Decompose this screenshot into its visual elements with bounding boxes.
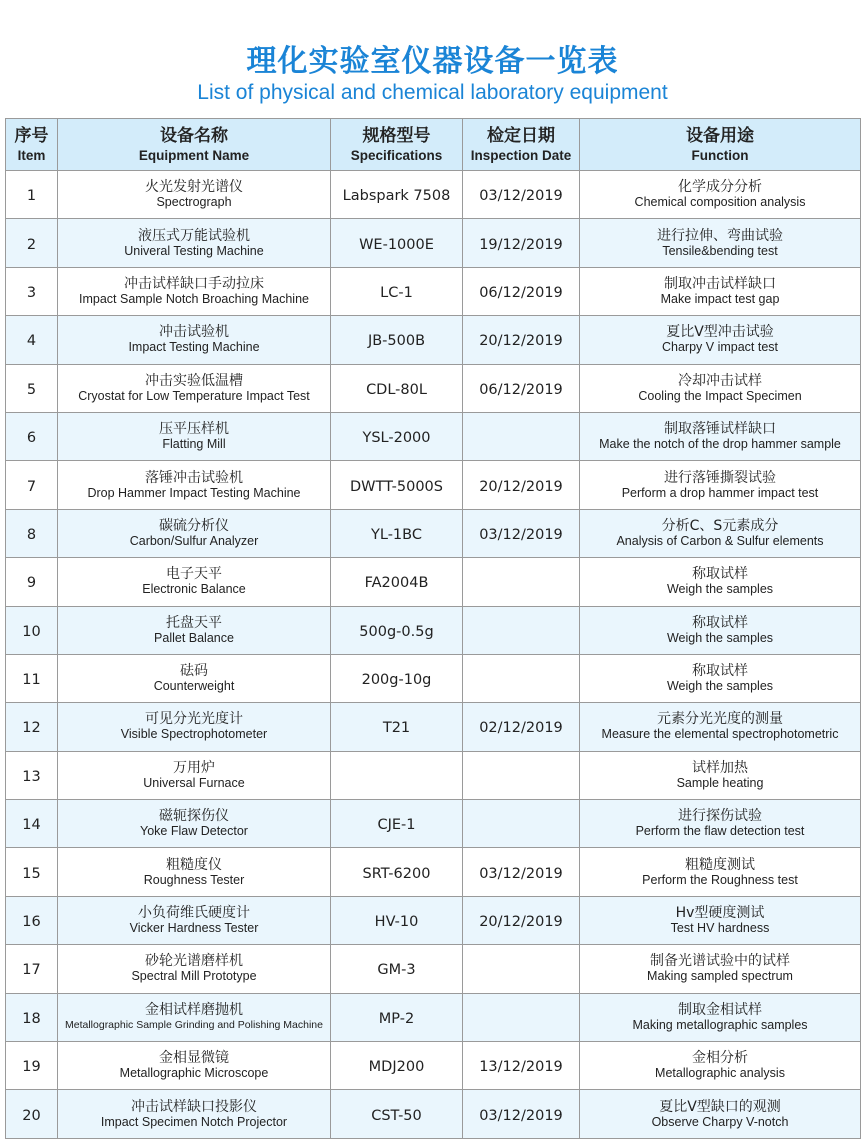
function-cn: 冷却冲击试样	[678, 372, 762, 389]
cell-item: 20	[6, 1090, 58, 1138]
function-cn: 粗糙度测试	[685, 856, 755, 873]
function-cn: 制取冲击试样缺口	[664, 275, 776, 292]
equipment-name-cn: 万用炉	[173, 759, 215, 776]
function-en: Test HV hardness	[670, 921, 770, 936]
cell-spec: FA2004B	[331, 558, 463, 606]
function-cn: 进行落锤撕裂试验	[664, 469, 776, 486]
equipment-name-en: Metallographic Microscope	[119, 1066, 269, 1081]
function-en: Sample heating	[676, 775, 764, 790]
cell-date	[463, 993, 580, 1041]
table-row	[6, 412, 861, 460]
function-en: Analysis of Carbon & Sulfur elements	[616, 533, 824, 548]
cell-item: 2	[6, 219, 58, 267]
equipment-name-cn: 小负荷维氏硬度计	[138, 905, 250, 922]
equipment-name-cn: 冲击试样缺口手动拉床	[124, 275, 264, 292]
cell-spec: WE-1000E	[331, 219, 463, 267]
equipment-name-en: Impact Sample Notch Broaching Machine	[79, 291, 309, 306]
equipment-name-en: Carbon/Sulfur Analyzer	[129, 533, 259, 548]
cell-item: 9	[6, 558, 58, 606]
table-row	[6, 1090, 861, 1138]
cell-name	[58, 993, 331, 1041]
cell-spec: CDL-80L	[331, 364, 463, 412]
table-row	[6, 606, 861, 654]
table-row	[6, 461, 861, 509]
function-en: Observe Charpy V-notch	[651, 1114, 789, 1129]
cell-function	[580, 412, 861, 460]
equipment-name-cn: 冲击试验机	[159, 324, 229, 341]
cell-name	[58, 945, 331, 993]
equipment-name-cn: 冲击实验低温槽	[145, 372, 243, 389]
equipment-name-cn: 电子天平	[166, 566, 222, 583]
function-cn: 进行探伤试验	[678, 808, 762, 825]
cell-date	[463, 945, 580, 993]
cell-date: 03/12/2019	[463, 171, 580, 219]
cell-item: 15	[6, 848, 58, 896]
cell-item: 17	[6, 945, 58, 993]
function-cn: Hv型硬度测试	[675, 905, 765, 922]
cell-spec: HV-10	[331, 896, 463, 944]
cell-date: 02/12/2019	[463, 703, 580, 751]
cell-function	[580, 558, 861, 606]
function-cn: 夏比V型冲击试验	[666, 324, 774, 341]
cell-function	[580, 945, 861, 993]
cell-item: 18	[6, 993, 58, 1041]
equipment-name-cn: 冲击试样缺口投影仪	[131, 1098, 257, 1115]
cell-function	[580, 993, 861, 1041]
cell-name	[58, 703, 331, 751]
cell-item: 1	[6, 171, 58, 219]
cell-date: 13/12/2019	[463, 1042, 580, 1090]
cell-name	[58, 267, 331, 315]
function-en: Perform the Roughness test	[642, 872, 798, 887]
equipment-name-cn: 碳硫分析仪	[159, 517, 229, 534]
equipment-name-cn: 液压式万能试验机	[138, 227, 250, 244]
function-en: Making sampled spectrum	[647, 969, 793, 984]
cell-function	[580, 219, 861, 267]
function-en: Make impact test gap	[660, 291, 780, 306]
cell-function	[580, 171, 861, 219]
cell-spec: T21	[331, 703, 463, 751]
equipment-name-cn: 落锤冲击试验机	[145, 469, 243, 486]
equipment-name-cn: 金相试样磨抛机	[145, 1001, 243, 1018]
table-row	[6, 848, 861, 896]
cell-name	[58, 558, 331, 606]
function-cn: 制备光谱试验中的试样	[650, 953, 790, 970]
equipment-name-en: Pallet Balance	[154, 630, 234, 645]
cell-function	[580, 800, 861, 848]
cell-item: 6	[6, 412, 58, 460]
column-header-name: 设备名称 Equipment Name	[58, 119, 331, 171]
table-row	[6, 703, 861, 751]
cell-date	[463, 606, 580, 654]
equipment-name-cn: 托盘天平	[166, 614, 222, 631]
function-cn: 元素分光光度的测量	[657, 711, 783, 728]
function-cn: 称取试样	[692, 614, 748, 631]
equipment-table	[5, 118, 861, 1139]
table-row	[6, 267, 861, 315]
cell-function	[580, 703, 861, 751]
cell-name	[58, 509, 331, 557]
cell-function	[580, 848, 861, 896]
cell-date: 03/12/2019	[463, 848, 580, 896]
function-en: Making metallographic samples	[632, 1017, 808, 1032]
equipment-name-en: Counterweight	[153, 679, 235, 694]
cell-spec: JB-500B	[331, 316, 463, 364]
cell-item: 8	[6, 509, 58, 557]
column-header-date: 检定日期 Inspection Date	[463, 119, 580, 171]
equipment-name-cn: 金相显微镜	[159, 1050, 229, 1067]
cell-name	[58, 364, 331, 412]
cell-function	[580, 364, 861, 412]
cell-spec: LC-1	[331, 267, 463, 315]
equipment-name-cn: 砝码	[180, 663, 208, 680]
page-header	[0, 0, 865, 116]
cell-spec: GM-3	[331, 945, 463, 993]
cell-function	[580, 751, 861, 799]
cell-item: 16	[6, 896, 58, 944]
function-cn: 化学成分分析	[678, 179, 762, 196]
table-header-row	[6, 119, 861, 171]
function-en: Charpy V impact test	[661, 340, 778, 355]
cell-name	[58, 412, 331, 460]
cell-function	[580, 267, 861, 315]
cell-date: 20/12/2019	[463, 461, 580, 509]
cell-function	[580, 461, 861, 509]
table-row	[6, 509, 861, 557]
cell-date	[463, 412, 580, 460]
column-header-item: 序号 Item	[6, 119, 58, 171]
cell-date: 20/12/2019	[463, 896, 580, 944]
column-header-function: 设备用途 Function	[580, 119, 861, 171]
equipment-name-en: Spectrograph	[156, 195, 232, 210]
table-row	[6, 171, 861, 219]
cell-date: 19/12/2019	[463, 219, 580, 267]
cell-item: 4	[6, 316, 58, 364]
table-row	[6, 558, 861, 606]
cell-date: 03/12/2019	[463, 509, 580, 557]
cell-spec	[331, 751, 463, 799]
function-en: Measure the elemental spectrophotometric	[601, 727, 839, 742]
column-header-spec: 规格型号 Specifications	[331, 119, 463, 171]
equipment-name-en: Impact Specimen Notch Projector	[100, 1114, 288, 1129]
cell-spec: YL-1BC	[331, 509, 463, 557]
function-en: Make the notch of the drop hammer sample	[599, 437, 841, 452]
equipment-name-en: Vicker Hardness Tester	[129, 921, 259, 936]
table-row	[6, 800, 861, 848]
cell-name	[58, 800, 331, 848]
cell-item: 13	[6, 751, 58, 799]
cell-name	[58, 1042, 331, 1090]
function-en: Weigh the samples	[666, 582, 774, 597]
cell-name	[58, 654, 331, 702]
function-en: Weigh the samples	[666, 679, 774, 694]
cell-function	[580, 1042, 861, 1090]
cell-spec: SRT-6200	[331, 848, 463, 896]
equipment-name-en: Yoke Flaw Detector	[140, 824, 248, 839]
equipment-name-en: Roughness Tester	[143, 872, 245, 887]
cell-date	[463, 751, 580, 799]
cell-function	[580, 654, 861, 702]
cell-spec: YSL-2000	[331, 412, 463, 460]
cell-item: 12	[6, 703, 58, 751]
cell-name	[58, 848, 331, 896]
table-row	[6, 654, 861, 702]
cell-date: 20/12/2019	[463, 316, 580, 364]
function-en: Weigh the samples	[666, 630, 774, 645]
table-row	[6, 751, 861, 799]
function-en: Chemical composition analysis	[634, 195, 806, 210]
function-en: Tensile&bending test	[662, 243, 778, 258]
function-cn: 制取落锤试样缺口	[664, 421, 776, 438]
equipment-name-cn: 可见分光光度计	[145, 711, 243, 728]
equipment-name-en: Visible Spectrophotometer	[120, 727, 268, 742]
equipment-name-en: Univeral Testing Machine	[124, 243, 264, 258]
equipment-name-en: Metallographic Sample Grinding and Polishing Machine	[65, 1018, 323, 1031]
cell-item: 7	[6, 461, 58, 509]
cell-spec: CST-50	[331, 1090, 463, 1138]
equipment-name-en: Spectral Mill Prototype	[131, 969, 257, 984]
table-row	[6, 1042, 861, 1090]
equipment-name-en: Flatting Mill	[162, 437, 226, 452]
page-subtitle: List of physical and chemical laboratory equipment	[197, 81, 668, 104]
table-row	[6, 896, 861, 944]
equipment-name-cn: 砂轮光谱磨样机	[145, 953, 243, 970]
cell-spec: DWTT-5000S	[331, 461, 463, 509]
cell-item: 11	[6, 654, 58, 702]
cell-date	[463, 800, 580, 848]
cell-function	[580, 316, 861, 364]
function-cn: 分析C、S元素成分	[661, 517, 779, 534]
cell-spec: Labspark 7508	[331, 171, 463, 219]
equipment-name-en: Impact Testing Machine	[128, 340, 260, 355]
equipment-name-cn: 火光发射光谱仪	[145, 179, 243, 196]
cell-name	[58, 171, 331, 219]
cell-date: 06/12/2019	[463, 267, 580, 315]
cell-date	[463, 654, 580, 702]
cell-spec: 200g-10g	[331, 654, 463, 702]
function-cn: 称取试样	[692, 566, 748, 583]
cell-name	[58, 751, 331, 799]
equipment-name-en: Universal Furnace	[143, 775, 245, 790]
equipment-name-cn: 磁轭探伤仪	[159, 808, 229, 825]
equipment-name-cn: 粗糙度仪	[166, 856, 222, 873]
cell-function	[580, 1090, 861, 1138]
table-row	[6, 219, 861, 267]
cell-name	[58, 316, 331, 364]
function-en: Cooling the Impact Specimen	[638, 388, 802, 403]
function-cn: 称取试样	[692, 663, 748, 680]
cell-date	[463, 558, 580, 606]
table-row	[6, 993, 861, 1041]
cell-function	[580, 509, 861, 557]
cell-spec: MDJ200	[331, 1042, 463, 1090]
cell-spec: 500g-0.5g	[331, 606, 463, 654]
equipment-name-en: Cryostat for Low Temperature Impact Test	[78, 388, 310, 403]
function-en: Perform the flaw detection test	[635, 824, 805, 839]
equipment-name-cn: 压平压样机	[159, 421, 229, 438]
function-cn: 进行拉伸、弯曲试验	[657, 227, 783, 244]
cell-spec: MP-2	[331, 993, 463, 1041]
cell-name	[58, 1090, 331, 1138]
cell-date: 06/12/2019	[463, 364, 580, 412]
table-row	[6, 364, 861, 412]
page-title: 理化实验室仪器设备一览表	[246, 44, 619, 79]
cell-name	[58, 219, 331, 267]
cell-item: 10	[6, 606, 58, 654]
equipment-name-en: Electronic Balance	[142, 582, 246, 597]
cell-date: 03/12/2019	[463, 1090, 580, 1138]
cell-name	[58, 896, 331, 944]
function-cn: 金相分析	[692, 1050, 748, 1067]
cell-name	[58, 461, 331, 509]
table-row	[6, 945, 861, 993]
equipment-name-en: Drop Hammer Impact Testing Machine	[87, 485, 301, 500]
cell-function	[580, 896, 861, 944]
function-en: Perform a drop hammer impact test	[621, 485, 819, 500]
function-en: Metallographic analysis	[655, 1066, 785, 1081]
cell-item: 19	[6, 1042, 58, 1090]
table-row	[6, 316, 861, 364]
cell-item: 3	[6, 267, 58, 315]
function-cn: 试样加热	[692, 759, 748, 776]
cell-spec: CJE-1	[331, 800, 463, 848]
cell-item: 14	[6, 800, 58, 848]
function-cn: 夏比V型缺口的观测	[659, 1098, 781, 1115]
cell-name	[58, 606, 331, 654]
function-cn: 制取金相试样	[678, 1001, 762, 1018]
cell-function	[580, 606, 861, 654]
cell-item: 5	[6, 364, 58, 412]
